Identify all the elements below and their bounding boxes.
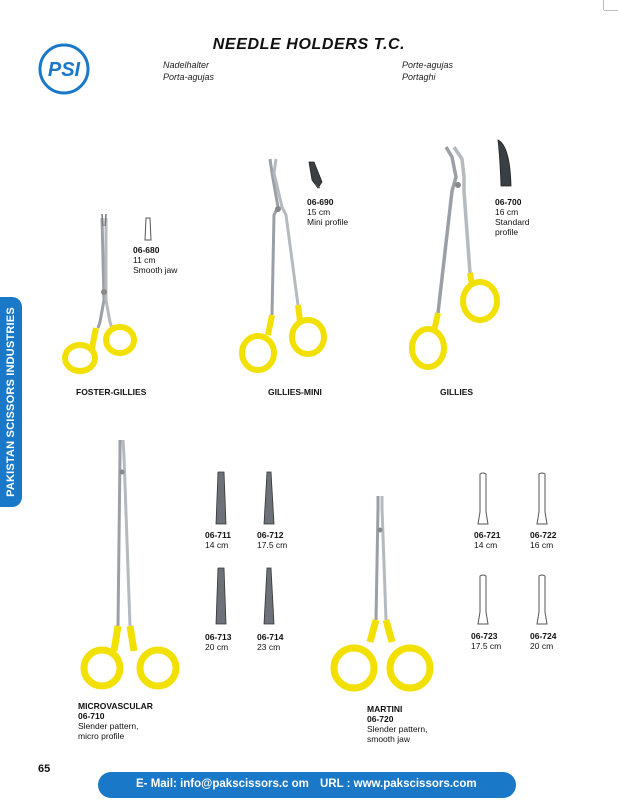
page-title: NEEDLE HOLDERS T.C. <box>212 36 406 53</box>
size-06-690: 15 cm <box>307 207 331 217</box>
microvascular-instrument-image <box>88 436 188 696</box>
jaw-tip-06-721 <box>476 472 490 526</box>
code-06-711: 06-711 <box>205 530 231 540</box>
size-06-712: 17.5 cm <box>257 540 288 550</box>
crop-mark <box>604 10 618 11</box>
note-06-710-line1: Slender pattern, <box>78 721 139 731</box>
jaw-tip-06-700 <box>494 138 516 190</box>
jaw-tip-06-680 <box>143 216 153 242</box>
note-06-710-line2: micro profile <box>78 731 125 741</box>
note-06-720-line1: Slender pattern, <box>367 724 428 734</box>
crop-mark <box>603 0 604 10</box>
footer-url[interactable]: URL : www.pakscissors.com <box>320 778 477 790</box>
jaw-tip-06-714 <box>262 566 276 626</box>
size-06-723: 17.5 cm <box>471 641 502 651</box>
size-06-721: 14 cm <box>474 540 498 550</box>
note-06-680: Smooth jaw <box>133 265 178 275</box>
code-06-700: 06-700 <box>495 197 522 207</box>
jaw-tip-06-722 <box>535 472 549 526</box>
code-06-690: 06-690 <box>307 197 334 207</box>
note-06-690: Mini profile <box>307 217 349 227</box>
product-name-martini: MARTINI <box>367 704 403 714</box>
code-06-722: 06-722 <box>530 530 557 540</box>
product-name-gillies-mini: GILLIES-MINI <box>268 387 322 397</box>
size-06-700: 16 cm <box>495 207 519 217</box>
code-06-680: 06-680 <box>133 245 160 255</box>
code-06-714: 06-714 <box>257 632 284 642</box>
subtitle-french: Porte-agujas <box>402 60 454 70</box>
size-06-714: 23 cm <box>257 642 281 652</box>
page-number: 65 <box>38 763 51 775</box>
code-06-713: 06-713 <box>205 632 232 642</box>
note-06-720-line2: smooth jaw <box>367 734 410 744</box>
footer-bar <box>98 772 516 798</box>
footer-email[interactable]: E- Mail: info@pakscissors.c om <box>136 778 309 790</box>
jaw-tip-06-713 <box>214 566 228 626</box>
jaw-tip-06-723 <box>476 574 490 626</box>
code-06-720: 06-720 <box>367 714 394 724</box>
gillies-instrument-image <box>408 143 508 378</box>
size-06-713: 20 cm <box>205 642 229 652</box>
product-name-gillies: GILLIES <box>440 387 474 397</box>
code-06-712: 06-712 <box>257 530 284 540</box>
subtitle-italian: Portaghi <box>402 72 436 82</box>
subtitle-german: Nadelhalter <box>163 60 210 70</box>
code-06-723: 06-723 <box>471 631 498 641</box>
size-06-680: 11 cm <box>133 255 156 265</box>
jaw-tip-06-711 <box>214 470 228 526</box>
note-06-700-line1: Standard <box>495 217 530 227</box>
side-tab-label: PAKISTAN SCISSORS INDUSTRIES <box>5 307 17 497</box>
size-06-722: 16 cm <box>530 540 554 550</box>
jaw-tip-06-712 <box>262 470 276 526</box>
note-06-700-line2: profile <box>495 227 519 237</box>
code-06-724: 06-724 <box>530 631 557 641</box>
logo-text: PSI <box>47 59 81 81</box>
code-06-721: 06-721 <box>474 530 501 540</box>
product-name-microvascular: MICROVASCULAR <box>78 701 153 711</box>
martini-instrument-image <box>326 492 436 702</box>
subtitle-spanish: Porta-agujas <box>163 72 215 82</box>
size-06-711: 14 cm <box>205 540 229 550</box>
jaw-tip-06-724 <box>535 574 549 626</box>
jaw-tip-06-690 <box>306 160 326 192</box>
size-06-724: 20 cm <box>530 641 554 651</box>
code-06-710: 06-710 <box>78 711 105 721</box>
product-name-foster-gillies: FOSTER-GILLIES <box>76 387 147 397</box>
foster-gillies-instrument-image <box>58 210 148 385</box>
